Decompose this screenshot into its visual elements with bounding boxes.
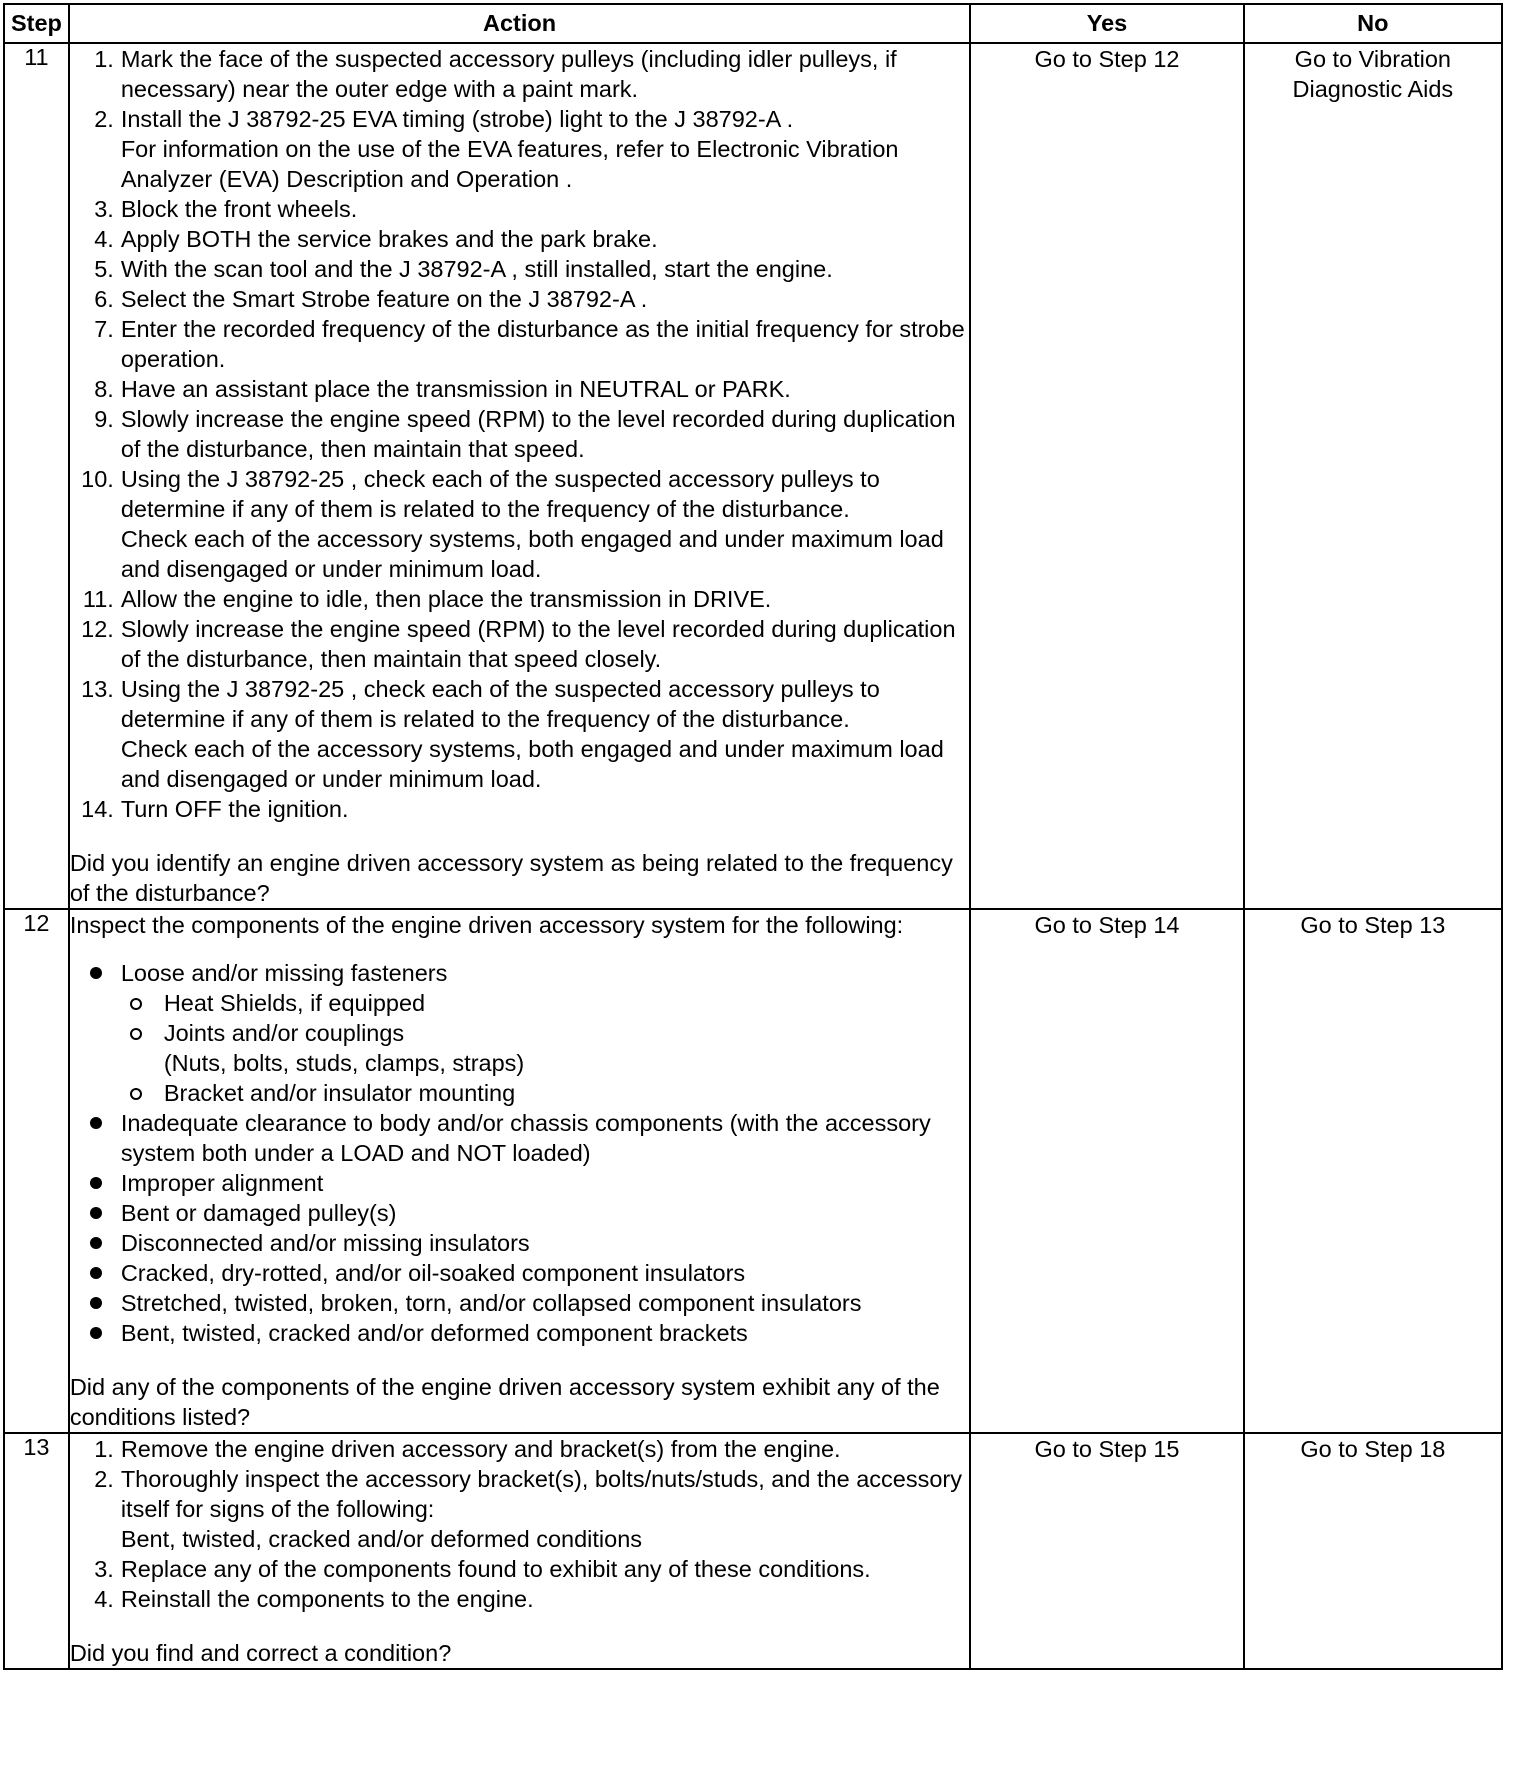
header-yes: Yes <box>970 4 1243 43</box>
step-item-number: 7. <box>94 316 114 342</box>
list-item <box>70 1198 969 1228</box>
question-text: Did any of the components of the engine driven accessory system exhibit any of the conditions listed? <box>69 1374 940 1430</box>
step-item-text <box>121 254 969 284</box>
step-item-number: 13. <box>81 676 114 702</box>
list-item <box>70 404 969 464</box>
step-item-text <box>121 314 969 374</box>
header-no: No <box>1244 4 1502 43</box>
step-item-number: 1. <box>94 1436 114 1462</box>
step-item-number: 12. <box>81 616 114 642</box>
no-cell: Go to Step 18 <box>1244 1433 1502 1669</box>
bullet-text: Inadequate clearance to body and/or chassis components (with the accessory system both under a LOAD and NOT loaded) <box>120 1110 931 1166</box>
list-item <box>70 674 969 794</box>
step-item-text <box>121 1584 969 1614</box>
list-item <box>70 314 969 374</box>
list-item <box>70 1464 969 1554</box>
list-item <box>70 1318 969 1348</box>
step-item-line: Using the J 38792-25 , check each of the suspected accessory pulleys to determine if any of them is related to the frequency of the disturbance. <box>120 676 880 732</box>
step-item-line: Using the J 38792-25 , check each of the suspected accessory pulleys to determine if any of them is related to the frequency of the disturbance. <box>120 466 880 522</box>
list-item <box>70 1228 969 1258</box>
step-number: 12 <box>4 909 69 1433</box>
header-action: Action <box>69 4 970 43</box>
step-item-line: Check each of the accessory systems, both engaged and under maximum load and disengaged or under minimum load. <box>120 526 944 582</box>
list-item <box>70 1168 969 1198</box>
table-row-step-12 <box>4 909 1502 1433</box>
sub-bullet-text <box>164 988 969 1018</box>
step-item-number: 4. <box>94 1586 114 1612</box>
bullet-list <box>70 1108 969 1348</box>
step-item-text <box>121 1464 969 1554</box>
step-item-number: 5. <box>94 256 114 282</box>
intro-text: Inspect the components of the engine driven accessory system for the following: <box>69 912 904 938</box>
bullet-text: Improper alignment <box>120 1170 324 1196</box>
step-item-text <box>121 224 969 254</box>
header-step: Step <box>4 4 69 43</box>
numbered-steps <box>70 1434 969 1614</box>
step-item-number: 2. <box>94 106 114 132</box>
step-item-number: 11. <box>82 586 114 612</box>
list-item <box>70 1584 969 1614</box>
step-item-text <box>121 374 969 404</box>
table-row-step-13 <box>4 1433 1502 1669</box>
bullet-icon <box>70 1258 121 1288</box>
question-text: Did you find and correct a condition? <box>69 1640 452 1666</box>
step-item-number: 4. <box>94 226 114 252</box>
step-item-number: 14. <box>81 796 114 822</box>
open-circle-bullet-icon <box>113 988 164 1018</box>
step-item-line: With the scan tool and the J 38792-A , still installed, start the engine. <box>120 256 833 282</box>
step-item-line: Slowly increase the engine speed (RPM) to the level recorded during duplication of the disturbance, then maintain that speed closely. <box>120 616 956 672</box>
bullet-text: Disconnected and/or missing insulators <box>120 1230 530 1256</box>
action-cell <box>69 43 970 909</box>
bullet-text: Cracked, dry-rotted, and/or oil-soaked component insulators <box>120 1260 746 1286</box>
no-cell: Go to Step 13 <box>1244 909 1502 1433</box>
bullet-icon <box>70 1168 121 1198</box>
step-item-line: Select the Smart Strobe feature on the J 38792-A . <box>120 286 648 312</box>
step-item-number: 1. <box>94 46 114 72</box>
sub-bullet-line: Bracket and/or insulator mounting <box>163 1080 516 1106</box>
step-item-line: Turn OFF the ignition. <box>120 796 349 822</box>
list-item <box>70 794 969 824</box>
bullet-icon <box>70 1228 121 1258</box>
list-item <box>70 374 969 404</box>
step-item-number: 10. <box>81 466 114 492</box>
step-item-line: Bent, twisted, cracked and/or deformed conditions <box>120 1526 643 1552</box>
list-item <box>70 254 969 284</box>
bullet-icon <box>70 1288 121 1318</box>
open-circle-bullet-icon <box>113 1018 164 1078</box>
bullet-text: Loose and/or missing fasteners <box>120 960 448 986</box>
action-cell <box>69 909 970 1433</box>
yes-cell: Go to Step 12 <box>970 43 1243 909</box>
bullet-icon <box>70 1198 121 1228</box>
list-item <box>70 44 969 104</box>
list-item <box>70 464 969 584</box>
step-item-text <box>121 404 969 464</box>
step-item-line: Thoroughly inspect the accessory bracket(s), bolts/nuts/studs, and the accessory itself for signs of the following: <box>120 1466 962 1522</box>
question-text: Did you identify an engine driven accessory system as being related to the frequency of the disturbance? <box>69 850 953 906</box>
step-item-text <box>121 104 969 194</box>
list-item <box>113 988 969 1018</box>
step-item-line: Slowly increase the engine speed (RPM) to the level recorded during duplication of the disturbance, then maintain that speed. <box>120 406 956 462</box>
step-item-number: 8. <box>94 376 114 402</box>
list-item <box>70 104 969 194</box>
step-item-text <box>121 584 969 614</box>
step-item-number: 2. <box>94 1466 114 1492</box>
sub-bullet-line: Joints and/or couplings <box>163 1020 405 1046</box>
yes-cell: Go to Step 15 <box>970 1433 1243 1669</box>
list-item <box>70 284 969 314</box>
bullet-list <box>70 958 969 1108</box>
step-item-number: 9. <box>94 406 114 432</box>
list-item <box>70 958 969 1108</box>
sub-bullet-line: Heat Shields, if equipped <box>163 990 426 1016</box>
sub-bullet-list <box>113 988 969 1108</box>
step-number: 11 <box>4 43 69 909</box>
numbered-steps <box>70 44 969 824</box>
step-item-text <box>121 284 969 314</box>
bullet-text: Stretched, twisted, broken, torn, and/or collapsed component insulators <box>120 1290 862 1316</box>
list-item <box>113 1018 969 1078</box>
step-item-line: Reinstall the components to the engine. <box>120 1586 534 1612</box>
step-item-text <box>121 1434 969 1464</box>
step-item-text <box>121 44 969 104</box>
step-item-number: 3. <box>94 1556 114 1582</box>
step-item-text <box>121 674 969 794</box>
header-row <box>4 4 1502 43</box>
step-item-number: 3. <box>94 196 114 222</box>
step-item-line: Mark the face of the suspected accessory pulleys (including idler pulleys, if necessary) near the outer edge with a paint mark. <box>120 46 897 102</box>
yes-cell: Go to Step 14 <box>970 909 1243 1433</box>
step-item-text <box>121 194 969 224</box>
step-item-line: Block the front wheels. <box>120 196 358 222</box>
step-item-line: For information on the use of the EVA features, refer to Electronic Vibration Analyzer (EVA) Description and Operation . <box>120 136 899 192</box>
step-item-line: Enter the recorded frequency of the disturbance as the initial frequency for strobe operation. <box>120 316 965 372</box>
list-item <box>70 1108 969 1168</box>
step-item-line: Check each of the accessory systems, both engaged and under maximum load and disengaged or under minimum load. <box>120 736 944 792</box>
bullet-icon <box>70 1318 121 1348</box>
open-circle-bullet-icon <box>113 1078 164 1108</box>
bullet-icon <box>70 1108 121 1168</box>
no-cell: Go to Vibration Diagnostic Aids <box>1244 43 1502 909</box>
sub-bullet-text <box>164 1078 969 1108</box>
list-item <box>113 1078 969 1108</box>
step-item-text <box>121 614 969 674</box>
step-item-line: Remove the engine driven accessory and bracket(s) from the engine. <box>120 1436 841 1462</box>
step-item-line: Install the J 38792-25 EVA timing (strobe) light to the J 38792-A . <box>120 106 794 132</box>
list-item <box>70 1554 969 1584</box>
bullet-text: Bent or damaged pulley(s) <box>120 1200 397 1226</box>
list-item <box>70 584 969 614</box>
list-item <box>70 224 969 254</box>
step-item-line: Allow the engine to idle, then place the transmission in DRIVE. <box>120 586 772 612</box>
sub-bullet-text <box>164 1018 969 1078</box>
step-item-text <box>121 794 969 824</box>
bullet-text: Bent, twisted, cracked and/or deformed component brackets <box>120 1320 748 1346</box>
diagnostic-table <box>3 3 1503 1670</box>
sub-bullet-line: (Nuts, bolts, studs, clamps, straps) <box>163 1050 525 1076</box>
list-item <box>70 194 969 224</box>
step-item-line: Apply BOTH the service brakes and the park brake. <box>120 226 658 252</box>
list-item <box>70 614 969 674</box>
list-item <box>70 1434 969 1464</box>
step-item-line: Replace any of the components found to exhibit any of these conditions. <box>120 1556 871 1582</box>
step-item-number: 6. <box>94 286 114 312</box>
step-item-text <box>121 1554 969 1584</box>
list-item <box>70 1258 969 1288</box>
list-item <box>70 1288 969 1318</box>
action-cell <box>69 1433 970 1669</box>
table-row-step-11 <box>4 43 1502 909</box>
step-item-line: Have an assistant place the transmission in NEUTRAL or PARK. <box>120 376 791 402</box>
step-number: 13 <box>4 1433 69 1669</box>
step-item-text <box>121 464 969 584</box>
